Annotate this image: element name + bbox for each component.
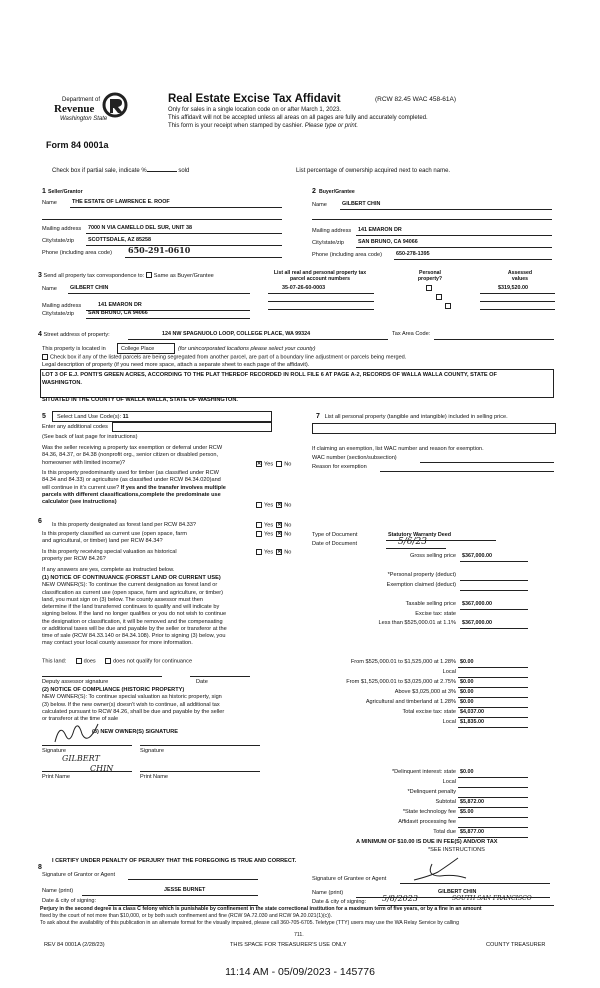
revenue-logo-icon (102, 92, 128, 118)
grantor-date-label: Date & city of signing: (42, 898, 97, 904)
grantor-name[interactable]: JESSE BURNET (164, 887, 206, 893)
taxable-label: Taxable selling price (405, 601, 456, 607)
sig-label-2: Signature (140, 748, 164, 754)
see-instructions: *SEE INSTRUCTIONS (428, 847, 485, 853)
minimum-note: A MINIMUM OF $10.00 IS DUE IN FEE(S) AND/OR TAX (356, 839, 498, 845)
rev-number: REV 84 0001A (2/28/23) (44, 942, 105, 948)
q-exemption: Was the seller receiving a property tax exemption or deferral under RCW 84.36, 84.37, or 84.38 (nonprofit org., senior citizen or disabled person, homeowner with limited income)? (42, 445, 223, 466)
section3-name[interactable]: GILBERT CHIN (70, 285, 109, 291)
see-back: (See back of last page for instructions) (42, 434, 138, 440)
legal-label: Legal description of property (if you need more space, attach a separate sheet to each page of the affidavit). (42, 362, 310, 368)
rate-local-label: Local (442, 669, 456, 675)
print-name-hw2[interactable]: CHIN (90, 764, 114, 773)
personal-deduct-label: *Personal property (deduct) (387, 572, 456, 578)
grantee-name-label: Name (print) (312, 890, 344, 896)
q-timber-answer[interactable]: Yes ✕ No (256, 502, 291, 509)
personal-header: Personal property? (417, 270, 443, 283)
legal-line2: WASHINGTON. (42, 380, 82, 386)
section3-name-label: Name (42, 286, 57, 292)
legal-line3: SITUATED IN THE COUNTY OF WALLA WALLA, STATE OF WASHINGTON. (42, 397, 238, 403)
legal-line1: LOT 3 OF E.J. PONTI'S GREEN ACRES, ACCORDING TO THE PLAT THEREOF RECORDED IN ROLL FILE 6 AT PAGE A-2, RECORDS OF WALLA WALLA COUNTY, STATE OF (42, 372, 497, 378)
buyer-mail[interactable]: 141 EMARON DR (358, 227, 402, 233)
less-label: Less than $525,000.01 at 1.1% (378, 620, 456, 626)
buyer-city-label: City/state/zip (312, 240, 345, 246)
personal-checkbox-3[interactable] (445, 303, 451, 309)
section3-city-label: City/state/zip (42, 311, 75, 317)
tech-fee-label: *State technology fee (402, 809, 456, 815)
new-owner-signature-heading: (3) NEW OWNER(S) SIGNATURE (92, 729, 178, 735)
located-note: (for unincorporated locations please select your county) (178, 346, 316, 352)
buyer-name[interactable]: GILBERT CHIN (342, 201, 381, 207)
buyer-mail-label: Mailing address (312, 228, 352, 234)
section8-num: 8 (38, 864, 42, 871)
access-711: 711. (294, 932, 304, 938)
q-forest: Is this property designated as forest land per RCW 84.33? (52, 522, 196, 528)
buyer-phone[interactable]: 650-278-1395 (396, 251, 430, 257)
revenue-logo (54, 92, 132, 132)
total-excise-label: Total excise tax: state (402, 709, 456, 715)
grantee-date[interactable]: 5/8/2023 (382, 894, 418, 903)
located-label: This property is located in (42, 346, 106, 352)
delinquent-interest-value[interactable]: $0.00 (460, 769, 474, 775)
rcw-reference: (RCW 82.45 WAC 458-61A) (375, 96, 457, 103)
seller-mail-label: Mailing address (42, 226, 82, 232)
section3-mail-label: Mailing address (42, 303, 82, 309)
buyer-heading: Buyer/Grantee (319, 189, 355, 195)
personal-checkbox-2[interactable] (436, 294, 442, 300)
print-name-label-1: Print Name (42, 774, 70, 780)
section7-text: 7 List all personal property (tangible and intangible) included in selling price. (316, 413, 508, 420)
notice-continuance: (1) NOTICE OF CONTINUANCE (FOREST LAND OR CURRENT USE) NEW OWNER(S): To continue the current designation as forest land or classification as current use (open space, farm and agriculture, or timber) land, you must sign on (3) below. The county assessor must then determine if the land transferred continues to qualify and will indicate by signing below. If the land no longer qualifies or you do not wish to continue the designation or classification, it will be removed and the compensating or additional taxes will be due and payable by the seller or transferor at the time of sale (RCW 84.33.140 or 84.34.108). Prior to signing (3) below, you may contact your local county assessor for more information. (42, 575, 227, 647)
rate3-label: Above $3,025,000 at 3% (394, 689, 456, 695)
assessed-value[interactable]: $319,520.00 (498, 285, 528, 291)
street-address[interactable]: 124 NW SPAGNUOLO LOOP, COLLEGE PLACE, WA 99324 (162, 331, 311, 337)
dept-line3: Washington State (60, 116, 108, 122)
total-due-value[interactable]: $5,877.00 (460, 829, 484, 835)
assessed-header: Assessed values (507, 270, 533, 283)
grantee-name[interactable]: GILBERT CHIN (438, 889, 477, 895)
rate3-value[interactable]: $0.00 (460, 689, 474, 695)
subtotal-label: Subtotal (435, 799, 456, 805)
q-historic-answer[interactable]: Yes ✕ No (256, 549, 291, 556)
notice-compliance: (2) NOTICE OF COMPLIANCE (HISTORIC PROPERTY) NEW OWNER(S): To continue special valuation as historic property, sign (3) below. If the new owner(s) doesn't wish to continue, all additional tax calculated pursuant to RCW 84.26, shall be due and payable by the seller or transferor at the time of sale (42, 687, 225, 723)
print-name-hw[interactable]: GILBERT (62, 754, 100, 763)
doc-type-label: Type of Document (312, 532, 358, 538)
exemption-deduct-label: Exemption claimed (deduct) (386, 582, 456, 588)
q-current-use-answer[interactable]: Yes ✕ No (256, 531, 291, 538)
q-timber: Is this property predominantly used for timber (as classified under RCW 84.34 and 84.33) or agriculture (as classified under RCW 84.34.020)and will continue in it's current use? If yes and the transfer involves multiple parcels with different classifications,complete the predominate use calculator (see instructions) (42, 470, 226, 506)
local-label: Local (442, 719, 456, 725)
tax-area-label: Tax Area Code: (392, 331, 431, 337)
grantee-city[interactable]: SOUTH SAN FRANCISCO (452, 895, 532, 902)
section5-num: 5 (42, 413, 46, 420)
deputy-date-label: Date (196, 679, 208, 685)
local-value[interactable]: $1,835.00 (460, 719, 484, 725)
same-as-buyer-checkbox[interactable] (146, 272, 152, 278)
partial-sale[interactable]: Check box if partial sale, indicate % sold (52, 168, 190, 174)
rate1-value[interactable]: $0.00 (460, 659, 474, 665)
q-current-use: Is this property classified as current use (open space, farm and agricultural, or timber) land per RCW 84.34? (42, 531, 187, 545)
parcel-header: List all real and personal property tax parcel account numbers (273, 270, 367, 283)
section3-mail[interactable]: 141 EMARON DR (98, 302, 142, 308)
street-label: 4 Street address of property: (38, 331, 110, 338)
grantee-signature-scribble (410, 854, 470, 884)
rate4-label: Agricultural and timberland at 1.28% (365, 699, 456, 705)
seller-heading: Seller/Grantor (48, 189, 83, 195)
doc-date[interactable]: 5/6/23 (398, 537, 427, 547)
buyer-num: 2 (312, 188, 316, 195)
processing-fee-label: Affidavit processing fee (398, 819, 456, 825)
q-historic: Is this property receiving special valuation as historical property per RCW 84.26? (42, 549, 177, 563)
seller-phone-label: Phone (including area code) (42, 250, 112, 256)
header-line1: Only for sales in a single location code on or after March 1, 2023. (168, 107, 342, 113)
treasurer-space: THIS SPACE FOR TREASURER'S USE ONLY (230, 942, 347, 948)
section3-city[interactable]: SAN BRUNO, CA 94066 (88, 310, 148, 316)
rate1-label: From $525,000.01 to $1,525,000 at 1.28% (350, 659, 456, 665)
form-number: Form 84 0001a (46, 140, 109, 150)
receipt-stamp: 11:14 AM - 05/09/2023 - 145776 (225, 966, 375, 978)
personal-property-input[interactable] (312, 423, 556, 434)
county-treasurer: COUNTY TREASURER (486, 942, 546, 948)
doc-type[interactable]: Statutory Warranty Deed (388, 532, 452, 538)
new-owner-signature-scribble (52, 718, 102, 748)
additional-codes-label: Enter any additional codes (42, 424, 108, 430)
buyer-name-label: Name (312, 202, 327, 208)
gross-label: Gross selling price (409, 553, 456, 559)
seller-name[interactable]: THE ESTATE OF LAWRENCE E. ROOF (72, 199, 170, 205)
parcel-number[interactable]: 35-07-26-60-0003 (282, 285, 326, 291)
deputy-signature-label: Deputy assessor signature (42, 679, 109, 685)
delinquent-local-label: Local (442, 779, 456, 785)
total-excise-value[interactable]: $4,037.00 (460, 709, 484, 715)
dept-line2: Revenue (54, 103, 95, 115)
excise-label: Excise tax: state (415, 611, 456, 617)
reason-label: Reason for exemption (312, 464, 367, 470)
less-value[interactable]: $367,000.00 (462, 620, 492, 626)
buyer-city[interactable]: SAN BRUNO, CA 94066 (358, 239, 418, 245)
grantee-date-label: Date & city of signing: (312, 899, 367, 905)
this-land[interactable]: This land: does does not qualify for continuance (42, 658, 193, 665)
grantor-name-label: Name (print) (42, 888, 74, 894)
segregated-checkbox[interactable]: Check box if any of the listed parcels are being segregated from another parcel, are part of a boundary line adjustment or parcels being merged. (42, 354, 406, 361)
if-any: If any answers are yes, complete as instructed below. (42, 567, 175, 573)
form-title: Real Estate Excise Tax Affidavit (168, 93, 341, 105)
q-exemption-answer[interactable]: ✕ Yes No (257, 460, 292, 468)
rate2-label: From $1,525,000.01 to $3,025,000 at 2.75% (346, 679, 456, 685)
perjury-notice: Perjury in the second degree is a class C felony which is punishable by confinement in the state correctional institution for a maximum term of five years, or by a fine in an amount fixed by the court of not more than $10,000, or by both such confinement and fine (RCW 9A.72.030 and RCW 9A.20.021(1)(c)). To ask about the availability of this publication in an alternate format for the visually impaired, please call 360-705-6705. Teletype (TTY) users may use the WA Relay Service by calling (40, 906, 482, 926)
delinquent-interest-label: *Delinquent interest: state (391, 769, 456, 775)
personal-checkbox-1[interactable] (426, 285, 432, 291)
doc-date-label: Date of Document (312, 541, 358, 547)
penalty-label: *Delinquent penalty (407, 789, 456, 795)
seller-city[interactable]: SCOTTSDALE, AZ 85258 (88, 237, 152, 243)
rate2-value[interactable]: $0.00 (460, 679, 474, 685)
seller-city-label: City/state/zip (42, 238, 75, 244)
dept-line1: Department of (62, 97, 101, 103)
tech-fee-value[interactable]: $5.00 (460, 809, 474, 815)
additional-codes-input[interactable] (112, 422, 272, 432)
total-due-label: Total due (433, 829, 456, 835)
seller-mail[interactable]: 7000 N VIA CAMELLO DEL SUR, UNIT 38 (88, 225, 192, 231)
subtotal-value[interactable]: $5,872.00 (460, 799, 484, 805)
q-forest-answer[interactable]: Yes ✕ No (256, 522, 291, 529)
gross-value[interactable]: $367,000.00 (462, 553, 492, 559)
certify-text: I CERTIFY UNDER PENALTY OF PERJURY THAT THE FOREGOING IS TRUE AND CORRECT. (52, 858, 297, 864)
print-name-label-2: Print Name (140, 774, 168, 780)
exemption-text: If claiming an exemption, list WAC number and reason for exemption. (312, 446, 484, 452)
section3-send: 3 Send all property tax correspondence to: Same as Buyer/Grantee (38, 272, 214, 279)
sig-label-1: Signature (42, 748, 66, 754)
land-use-select[interactable]: Select Land Use Code(s): 11 (52, 411, 272, 422)
grantor-sig-label: Signature of Grantor or Agent (42, 872, 116, 878)
header-line3: This form is your receipt when stamped by cashier. Please type or print. (168, 123, 359, 129)
location-select[interactable]: College Place (117, 343, 175, 354)
seller-num: 1 (42, 188, 46, 195)
seller-name-label: Name (42, 200, 57, 206)
section6-num: 6 (38, 518, 42, 525)
header-line2: This affidavit will not be accepted unless all areas on all pages are fully and accurately completed. (168, 115, 428, 121)
grantee-sig-label: Signature of Grantee or Agent (312, 876, 387, 882)
rate4-value[interactable]: $0.00 (460, 699, 474, 705)
buyer-phone-label: Phone (including area code) (312, 252, 382, 258)
seller-phone[interactable]: 650-291-0610 (128, 245, 191, 255)
wac-label: WAC number (section/subsection) (312, 455, 397, 461)
ownership-note: List percentage of ownership acquired next to each name. (296, 168, 451, 174)
taxable-value[interactable]: $367,000.00 (462, 601, 492, 607)
